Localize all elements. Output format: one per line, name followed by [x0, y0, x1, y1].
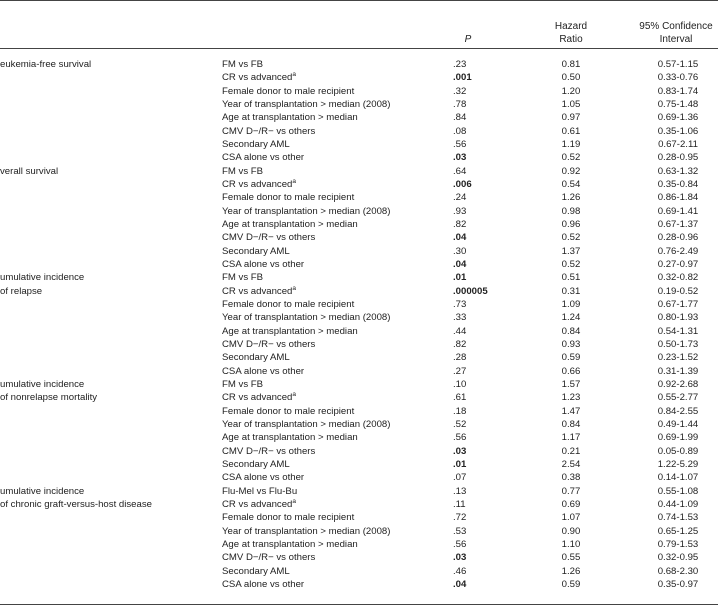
comparison-text: Female donor to male recipient: [222, 512, 355, 524]
hazard-ratio-cell: 1.47: [561, 405, 581, 417]
hazard-ratio-cell: 0.66: [561, 365, 581, 377]
comparison-cell: [222, 286, 296, 298]
comparison-text: Secondary AML: [222, 458, 290, 470]
p-value-cell: .13: [453, 485, 467, 497]
comparison-cell: [222, 206, 390, 218]
hazard-ratio-cell: 2.54: [561, 458, 581, 470]
confidence-interval-cell: 0.54-1.31: [657, 325, 699, 337]
comparison-cell: [222, 232, 315, 244]
header-hazard-ratio-line1: Hazard: [554, 21, 588, 32]
p-value-cell: .03: [453, 552, 467, 564]
comparison-cell: [222, 326, 358, 338]
comparison-cell: [222, 272, 263, 284]
comparison-cell: [222, 59, 263, 71]
p-value-cell: .46: [453, 565, 467, 577]
comparison-cell: [222, 192, 354, 204]
hazard-ratio-cell: 1.24: [561, 312, 581, 324]
header-ci-line1: 95% Confidence: [639, 21, 713, 32]
comparison-text: FM vs FB: [222, 165, 264, 177]
p-value-cell: .56: [453, 139, 467, 150]
header-hazard-ratio-line2: Ratio: [559, 34, 583, 45]
comparison-cell: [222, 539, 358, 551]
p-value-cell: .27: [453, 365, 467, 377]
comparison-cell: [222, 246, 290, 258]
outcome-label: umulative incidence: [0, 485, 85, 497]
confidence-interval-cell: 0.67-2.11: [658, 139, 698, 150]
comparison-text: CR vs advanced: [222, 285, 293, 297]
comparison-text: CMV D−/R− vs others: [222, 125, 316, 137]
hazard-ratio-cell: 0.97: [561, 112, 581, 124]
outcome-label: of nonrelapse mortality: [0, 392, 98, 404]
confidence-interval-cell: 0.55-1.08: [657, 485, 699, 497]
header-bottom-rule: [0, 48, 718, 49]
p-value-cell: .73: [453, 298, 467, 310]
p-value-cell: .001: [453, 72, 472, 84]
header-ci-line2: Interval: [659, 34, 693, 45]
hazard-ratio-cell: 0.21: [561, 445, 581, 457]
hazard-ratio-cell: 0.38: [561, 472, 581, 484]
comparison-text: Secondary AML: [222, 565, 290, 577]
comparison-text: Female donor to male recipient: [222, 192, 355, 204]
comparison-cell: [222, 259, 304, 271]
comparison-text: Year of transplantation > median (2008): [222, 418, 391, 430]
confidence-interval-cell: 0.05-0.89: [657, 445, 699, 457]
p-value-cell: .56: [453, 538, 467, 550]
confidence-interval-cell: 0.74-1.53: [657, 512, 699, 524]
confidence-interval-cell: 0.63-1.32: [657, 165, 699, 177]
footnote-marker: a: [292, 497, 297, 505]
hazard-ratio-cell: 0.96: [561, 219, 581, 230]
hazard-ratio-cell: 0.69: [561, 498, 581, 510]
comparison-text: Age at transplantation > median: [222, 325, 358, 337]
comparison-text: Secondary AML: [222, 139, 290, 150]
comparison-text: CSA alone vs other: [222, 258, 305, 270]
table-bottom-rule: [0, 604, 718, 605]
p-value-cell: .52: [453, 418, 467, 430]
confidence-interval-cell: 0.68-2.30: [657, 565, 699, 577]
p-value-cell: .72: [453, 512, 467, 524]
comparison-cell: [222, 406, 354, 418]
p-value-cell: .01: [453, 458, 467, 470]
comparison-text: FM vs FB: [222, 378, 264, 390]
hazard-ratio-cell: 1.57: [561, 378, 581, 390]
p-value-cell: .000005: [453, 285, 488, 297]
p-value-cell: .04: [453, 258, 467, 270]
comparison-text: CSA alone vs other: [222, 152, 305, 164]
confidence-interval-cell: 0.83-1.74: [657, 85, 699, 97]
comparison-cell: [222, 166, 263, 178]
confidence-interval-cell: 0.50-1.73: [657, 338, 699, 350]
comparison-cell: [222, 432, 358, 444]
hazard-ratio-cell: 0.54: [561, 179, 581, 190]
comparison-cell: [222, 499, 296, 511]
hazard-ratio-cell: 0.50: [561, 72, 581, 84]
confidence-interval-cell: 0.57-1.15: [657, 59, 699, 70]
header-confidence-interval: [626, 20, 718, 46]
p-value-cell: .07: [453, 472, 467, 484]
comparison-text: Year of transplantation > median (2008): [222, 205, 391, 217]
confidence-interval-cell: 0.27-0.97: [657, 258, 699, 270]
table-top-rule: [0, 0, 718, 1]
comparison-text: Female donor to male recipient: [222, 405, 355, 417]
comparison-text: CMV D−/R− vs others: [222, 232, 316, 244]
comparison-text: CMV D−/R− vs others: [222, 552, 316, 564]
p-value-cell: .82: [453, 219, 467, 230]
hazard-ratio-cell: 1.37: [561, 245, 581, 257]
p-value-cell: .11: [453, 498, 466, 510]
hazard-ratio-cell: 1.17: [561, 432, 581, 444]
comparison-text: Secondary AML: [222, 245, 290, 257]
p-value-cell: .23: [453, 59, 467, 70]
p-value-cell: .84: [453, 112, 467, 124]
comparison-cell: [222, 126, 315, 138]
comparison-cell: [222, 486, 297, 498]
comparison-text: Female donor to male recipient: [222, 298, 355, 310]
comparison-text: CSA alone vs other: [222, 365, 305, 377]
confidence-interval-cell: 0.79-1.53: [657, 538, 699, 550]
comparison-cell: [222, 139, 290, 151]
p-value-cell: .56: [453, 432, 467, 444]
confidence-interval-cell: 0.75-1.48: [657, 99, 699, 110]
comparison-cell: [222, 299, 354, 311]
comparison-text: FM vs FB: [222, 59, 264, 70]
comparison-text: CR vs advanced: [222, 72, 293, 84]
footnote-marker: a: [292, 391, 297, 399]
hazard-ratio-cell: 0.92: [561, 165, 581, 177]
confidence-interval-cell: 0.23-1.52: [657, 352, 699, 364]
p-value-cell: .82: [453, 338, 467, 350]
p-value-cell: .18: [453, 405, 467, 417]
confidence-interval-cell: 0.65-1.25: [657, 525, 699, 537]
confidence-interval-cell: 0.31-1.39: [657, 365, 699, 377]
confidence-interval-cell: 0.44-1.09: [657, 498, 699, 510]
hazard-ratio-cell: 0.90: [561, 525, 581, 537]
comparison-text: Year of transplantation > median (2008): [222, 525, 391, 537]
hazard-ratio-cell: 1.26: [561, 192, 581, 204]
outcome-label: of relapse: [0, 285, 43, 297]
comparison-text: Year of transplantation > median (2008): [222, 99, 391, 110]
hazard-ratio-cell: 0.51: [561, 272, 581, 284]
comparison-text: CSA alone vs other: [222, 578, 305, 590]
comparison-cell: [222, 512, 354, 524]
comparison-cell: [222, 379, 263, 391]
confidence-interval-cell: 0.67-1.77: [657, 298, 699, 310]
hazard-ratio-cell: 0.98: [561, 205, 581, 217]
comparison-text: FM vs FB: [222, 272, 264, 284]
hazard-ratio-cell: 1.20: [561, 85, 581, 97]
hazard-ratio-cell: 0.52: [561, 152, 581, 164]
hazard-ratio-cell: 0.59: [561, 578, 581, 590]
p-value-cell: .03: [453, 152, 467, 164]
comparison-cell: [222, 472, 304, 484]
hazard-ratio-cell: 0.59: [561, 352, 581, 364]
comparison-cell: [222, 86, 354, 98]
hazard-ratio-cell: 0.52: [561, 258, 581, 270]
comparison-cell: [222, 99, 390, 111]
comparison-text: Age at transplantation > median: [222, 538, 358, 550]
p-value-cell: .93: [453, 205, 467, 217]
hazard-ratio-cell: 0.84: [561, 418, 581, 430]
p-value-cell: .08: [453, 125, 467, 137]
hazard-ratio-cell: 1.19: [561, 139, 581, 150]
confidence-interval-cell: 0.49-1.44: [657, 418, 699, 430]
comparison-text: Flu-Mel vs Flu-Bu: [222, 485, 298, 497]
comparison-cell: [222, 366, 304, 378]
comparison-cell: [222, 552, 315, 564]
comparison-text: CMV D−/R− vs others: [222, 338, 316, 350]
comparison-cell: [222, 446, 315, 458]
outcome-label: verall survival: [0, 165, 59, 177]
p-value-cell: .01: [453, 272, 467, 284]
hazard-ratio-cell: 0.77: [561, 485, 581, 497]
p-value-cell: .44: [453, 325, 467, 337]
hazard-ratio-cell: 1.26: [561, 565, 581, 577]
confidence-interval-cell: 0.28-0.96: [657, 232, 699, 244]
footnote-marker: a: [292, 71, 297, 79]
comparison-cell: [222, 392, 296, 404]
p-value-cell: .28: [453, 352, 467, 364]
p-value-cell: .30: [453, 245, 467, 257]
comparison-cell: [222, 219, 358, 231]
comparison-cell: [222, 339, 315, 351]
outcome-label: eukemia-free survival: [0, 59, 92, 70]
hazard-ratio-cell: 0.81: [561, 59, 581, 70]
comparison-cell: [222, 179, 296, 191]
comparison-cell: [222, 112, 358, 124]
comparison-cell: [222, 352, 290, 364]
hazard-ratio-cell: 0.84: [561, 325, 581, 337]
hazard-ratio-cell: 0.55: [561, 552, 581, 564]
comparison-text: Age at transplantation > median: [222, 219, 358, 230]
comparison-cell: [222, 419, 390, 431]
comparison-text: Age at transplantation > median: [222, 112, 358, 124]
confidence-interval-cell: 0.33-0.76: [657, 72, 699, 84]
footnote-marker: a: [292, 284, 297, 292]
confidence-interval-cell: 0.14-1.07: [657, 472, 699, 484]
confidence-interval-cell: 0.86-1.84: [657, 192, 699, 204]
comparison-text: CMV D−/R− vs others: [222, 445, 316, 457]
comparison-text: Secondary AML: [222, 352, 290, 364]
p-value-cell: .24: [453, 192, 467, 204]
confidence-interval-cell: 0.69-1.36: [657, 112, 699, 124]
confidence-interval-cell: 0.19-0.52: [657, 285, 699, 297]
comparison-cell: [222, 526, 390, 538]
confidence-interval-cell: 0.55-2.77: [657, 392, 699, 404]
p-value-cell: .10: [453, 378, 467, 390]
p-value-cell: .61: [453, 392, 467, 404]
confidence-interval-cell: 0.32-0.82: [657, 272, 699, 284]
hazard-ratio-cell: 0.93: [561, 338, 581, 350]
outcome-label: umulative incidence: [0, 272, 85, 284]
confidence-interval-cell: 0.69-1.41: [657, 205, 699, 217]
p-value-cell: .04: [453, 578, 467, 590]
comparison-text: Female donor to male recipient: [222, 85, 355, 97]
comparison-text: CR vs advanced: [222, 179, 293, 190]
comparison-text: CR vs advanced: [222, 392, 293, 404]
confidence-interval-cell: 1.22-5.29: [657, 458, 699, 470]
hazard-ratio-cell: 0.52: [561, 232, 581, 244]
confidence-interval-cell: 0.84-2.55: [657, 405, 699, 417]
confidence-interval-cell: 0.92-2.68: [657, 378, 699, 390]
p-value-cell: .04: [453, 232, 467, 244]
hazard-ratio-cell: 1.10: [561, 538, 581, 550]
confidence-interval-cell: 0.67-1.37: [657, 219, 699, 230]
hazard-ratio-cell: 1.07: [561, 512, 581, 524]
comparison-cell: [222, 459, 290, 471]
comparison-text: CSA alone vs other: [222, 472, 305, 484]
confidence-interval-cell: 0.35-0.84: [657, 179, 699, 190]
comparison-cell: [222, 566, 290, 578]
confidence-interval-cell: 0.28-0.95: [657, 152, 699, 164]
confidence-interval-cell: 0.35-0.97: [657, 578, 699, 590]
hazard-ratio-cell: 1.05: [561, 99, 581, 110]
confidence-interval-cell: 0.69-1.99: [657, 432, 699, 444]
confidence-interval-cell: 0.35-1.06: [657, 125, 699, 137]
p-value-cell: .32: [453, 85, 467, 97]
header-hazard-ratio: [540, 20, 602, 46]
comparison-cell: [222, 579, 304, 591]
p-value-cell: .64: [453, 165, 467, 177]
outcome-label: of chronic graft-versus-host disease: [0, 498, 152, 510]
comparison-cell: [222, 312, 390, 324]
comparison-cell: [222, 72, 296, 84]
p-value-cell: .78: [453, 99, 467, 110]
outcome-label: umulative incidence: [0, 378, 85, 390]
p-value-cell: .53: [453, 525, 467, 537]
p-value-cell: .33: [453, 312, 467, 324]
header-p: P: [464, 34, 472, 45]
p-value-cell: .006: [453, 179, 472, 190]
comparison-text: Age at transplantation > median: [222, 432, 358, 444]
p-value-cell: .03: [453, 445, 467, 457]
comparison-text: Year of transplantation > median (2008): [222, 312, 391, 324]
hazard-ratio-cell: 1.23: [561, 392, 581, 404]
comparison-text: CR vs advanced: [222, 498, 293, 510]
hazard-ratio-cell: 0.61: [561, 125, 581, 137]
hazard-ratio-cell: 1.09: [561, 298, 581, 310]
footnote-marker: a: [292, 178, 297, 185]
comparison-cell: [222, 152, 304, 164]
confidence-interval-cell: 0.32-0.95: [657, 552, 699, 564]
confidence-interval-cell: 0.80-1.93: [657, 312, 699, 324]
hazard-ratio-cell: 0.31: [561, 285, 581, 297]
confidence-interval-cell: 0.76-2.49: [657, 245, 699, 257]
